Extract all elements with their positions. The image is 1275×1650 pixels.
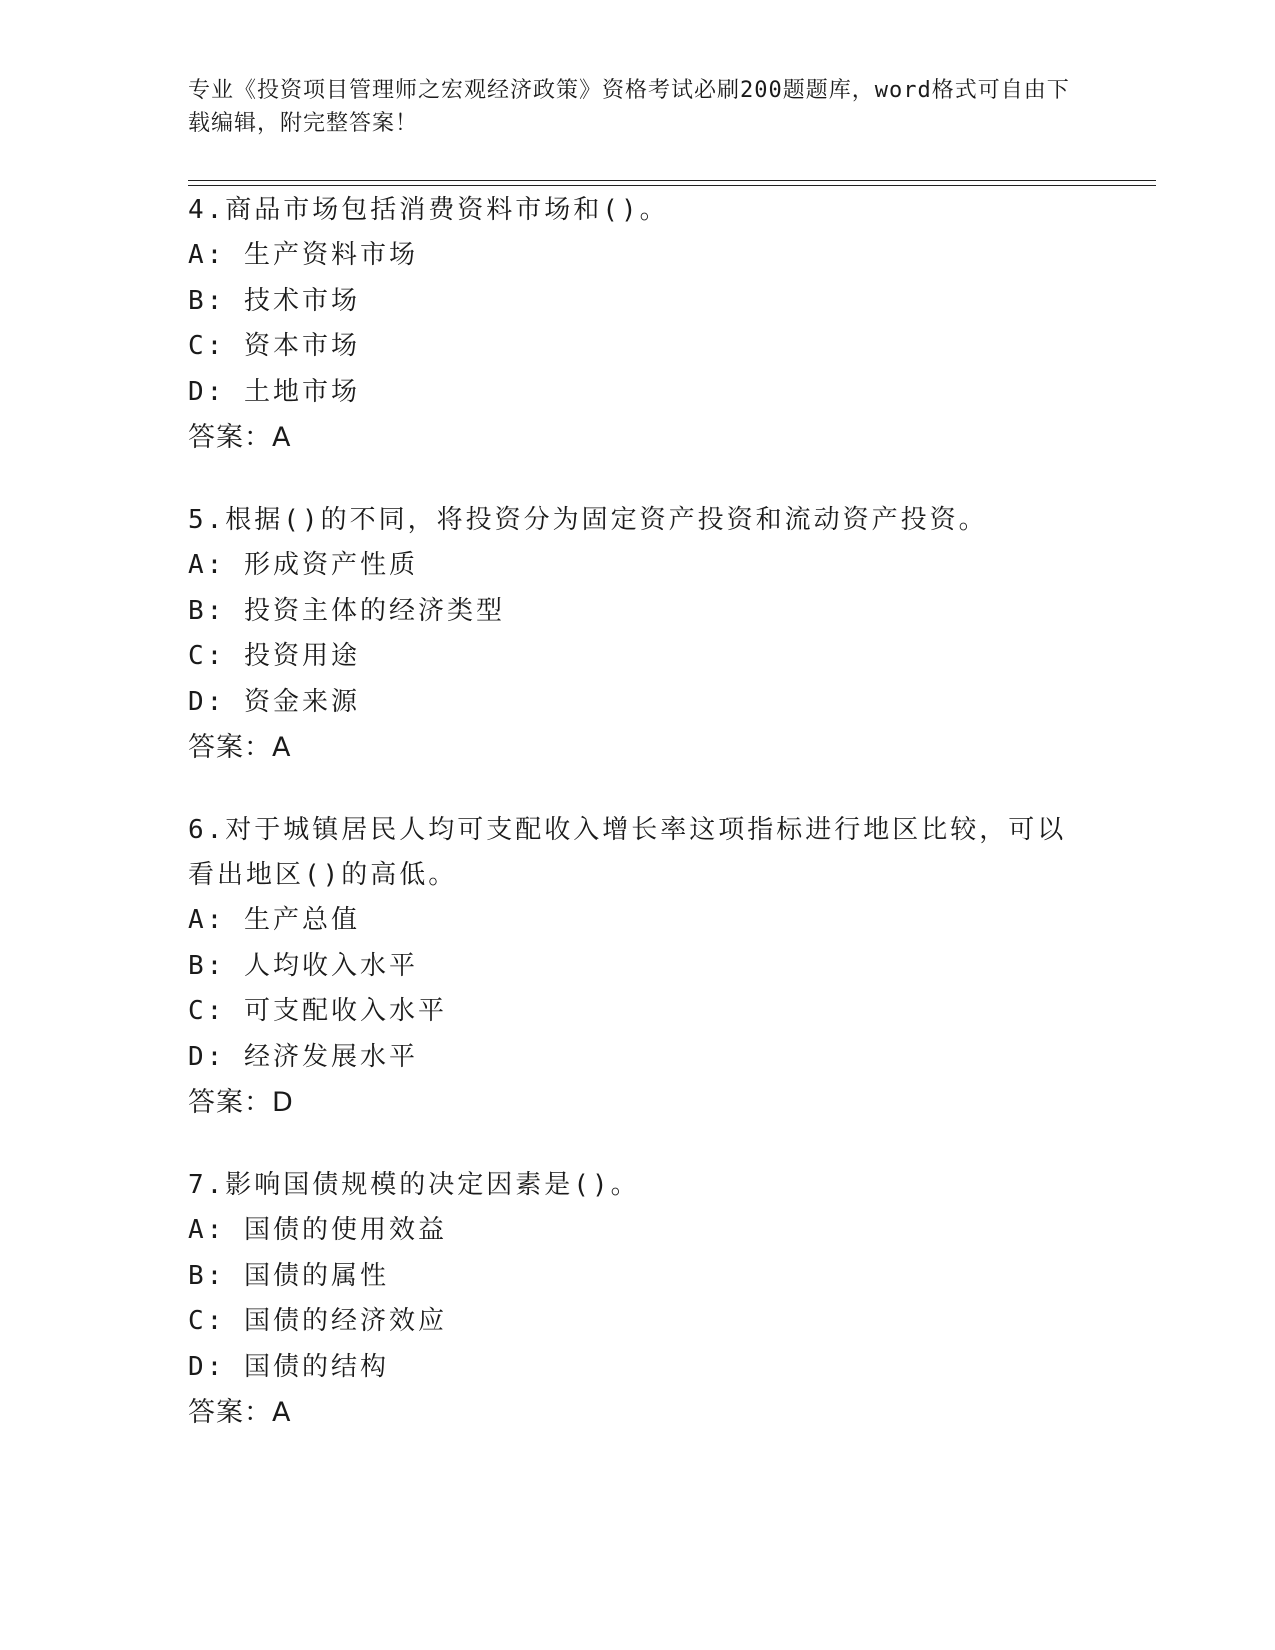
option-d: D: 土地市场 [188, 376, 360, 407]
option-c: C: 资本市场 [188, 331, 360, 361]
option-a: A: 生产资料市场 [188, 240, 418, 270]
question-stem: 7.影响国债规模的决定因素是()。 [188, 1170, 640, 1200]
document-header: 专业《投资项目管理师之宏观经济政策》资格考试必刷200题题库，word格式可自由下载编辑，附完整答案！ [188, 78, 1070, 136]
header-double-rule [188, 180, 1156, 186]
option-b: B: 投资主体的经济类型 [188, 595, 505, 626]
option-d: D: 国债的结构 [188, 1351, 389, 1382]
answer-line: 答案：A [188, 1397, 292, 1428]
option-d: D: 资金来源 [188, 686, 360, 717]
option-c: C: 可支配收入水平 [188, 996, 447, 1026]
answer-line: 答案：A [188, 732, 292, 763]
option-b: B: 国债的属性 [188, 1260, 389, 1291]
question-item [188, 498, 1088, 771]
question-list [188, 188, 1088, 1473]
question-item [188, 808, 1088, 1126]
option-c: C: 投资用途 [188, 641, 360, 671]
option-d: D: 经济发展水平 [188, 1041, 418, 1072]
option-b: B: 人均收入水平 [188, 950, 418, 981]
answer-line: 答案：A [188, 422, 292, 453]
option-a: A: 生产总值 [188, 905, 360, 935]
question-stem: 4.商品市场包括消费资料市场和()。 [188, 195, 669, 225]
option-a: A: 国债的使用效益 [188, 1215, 447, 1245]
option-c: C: 国债的经济效应 [188, 1306, 447, 1336]
question-item [188, 1163, 1088, 1436]
question-stem: 5.根据()的不同，将投资分为固定资产投资和流动资产投资。 [188, 505, 988, 535]
option-b: B: 技术市场 [188, 285, 360, 316]
answer-line: 答案：D [188, 1087, 294, 1118]
question-item [188, 188, 1088, 461]
question-stem: 6.对于城镇居民人均可支配收入增长率这项指标进行地区比较，可以看出地区()的高低。 [188, 815, 1067, 890]
option-a: A: 形成资产性质 [188, 550, 418, 580]
